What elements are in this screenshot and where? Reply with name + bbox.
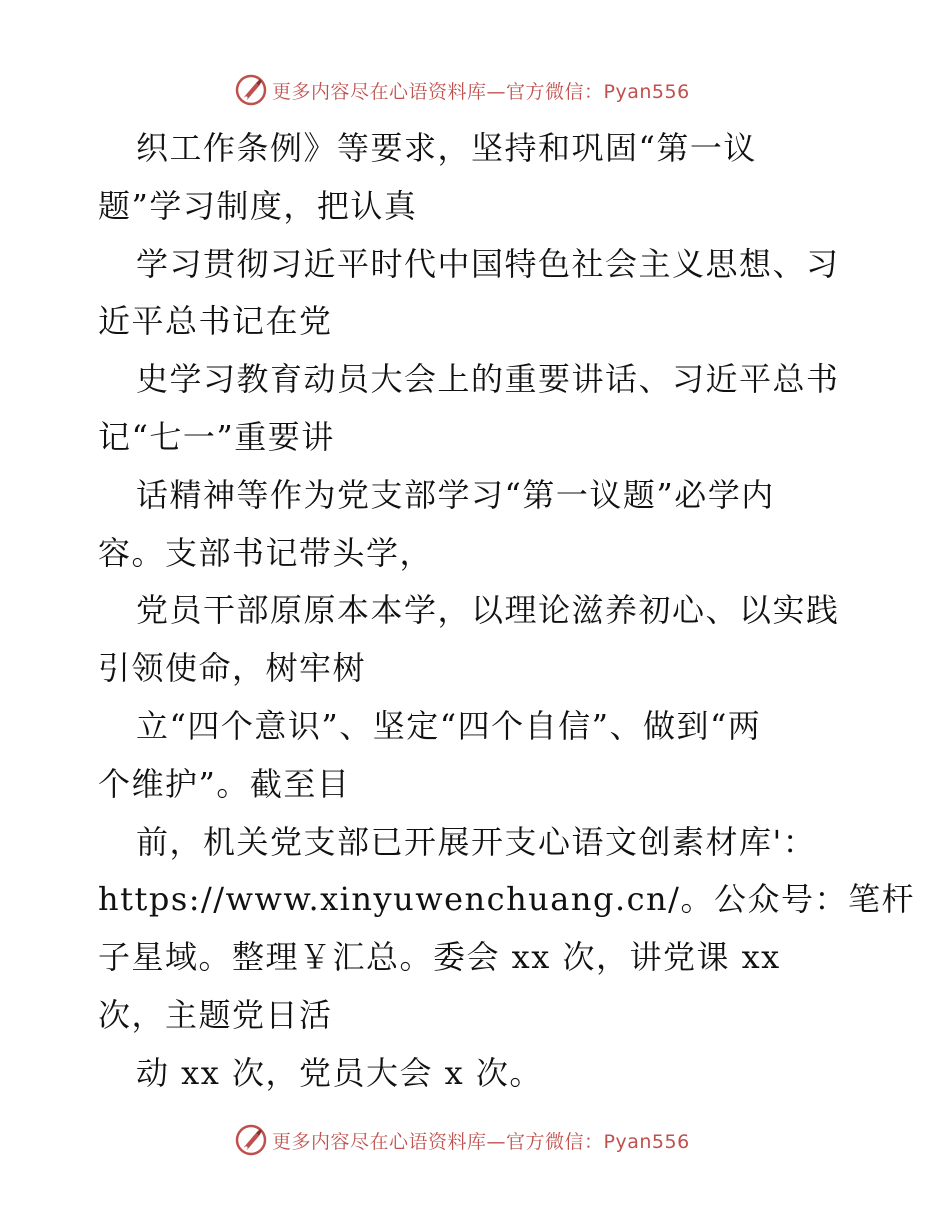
text-line: 前，机关党支部已开展开支心语文创素材库'： bbox=[136, 822, 817, 861]
pen-logo-icon bbox=[234, 73, 268, 107]
text-line: 近平总书记在党 bbox=[98, 302, 333, 341]
text-line: 容。支部书记带头学， bbox=[98, 533, 434, 572]
text-line: 学习贯彻习近平时代中国特色社会主义思想、习 bbox=[136, 244, 840, 283]
watermark-text: 更多内容尽在心语资料库—官方微信：Pyan556 bbox=[272, 80, 690, 103]
text-line: 个维护”。截至目 bbox=[98, 764, 351, 803]
text-line: https://www.xinyuwenchuang.cn/。公众号：笔杆 bbox=[98, 880, 915, 919]
text-line: 记“七一”重要讲 bbox=[98, 417, 335, 456]
pen-logo-icon bbox=[234, 1123, 268, 1157]
header-watermark bbox=[234, 72, 690, 108]
footer-watermark bbox=[234, 1122, 690, 1158]
watermark-text: 更多内容尽在心语资料库—官方微信：Pyan556 bbox=[272, 1130, 690, 1153]
text-line: 动 xx 次，党员大会 x 次。 bbox=[136, 1053, 543, 1092]
text-line: 党员干部原原本本学，以理论滋养初心、以实践 bbox=[136, 591, 840, 630]
text-line: 史学习教育动员大会上的重要讲话、习近平总书 bbox=[136, 360, 840, 399]
text-line: 子星域。整理￥汇总。委会 xx 次，讲党课 xx bbox=[98, 938, 781, 977]
text-line: 立“四个意识”、坚定“四个自信”、做到“两 bbox=[136, 706, 762, 745]
text-line: 引领使命，树牢树 bbox=[98, 649, 367, 688]
text-line: 织工作条例》等要求，坚持和巩固“第一议 bbox=[136, 129, 757, 167]
text-line: 题”学习制度，把认真 bbox=[98, 186, 418, 225]
text-line: 话精神等作为党支部学习“第一议题”必学内 bbox=[136, 475, 775, 514]
text-line: 次，主题党日活 bbox=[98, 995, 333, 1034]
document-body bbox=[98, 120, 915, 1103]
